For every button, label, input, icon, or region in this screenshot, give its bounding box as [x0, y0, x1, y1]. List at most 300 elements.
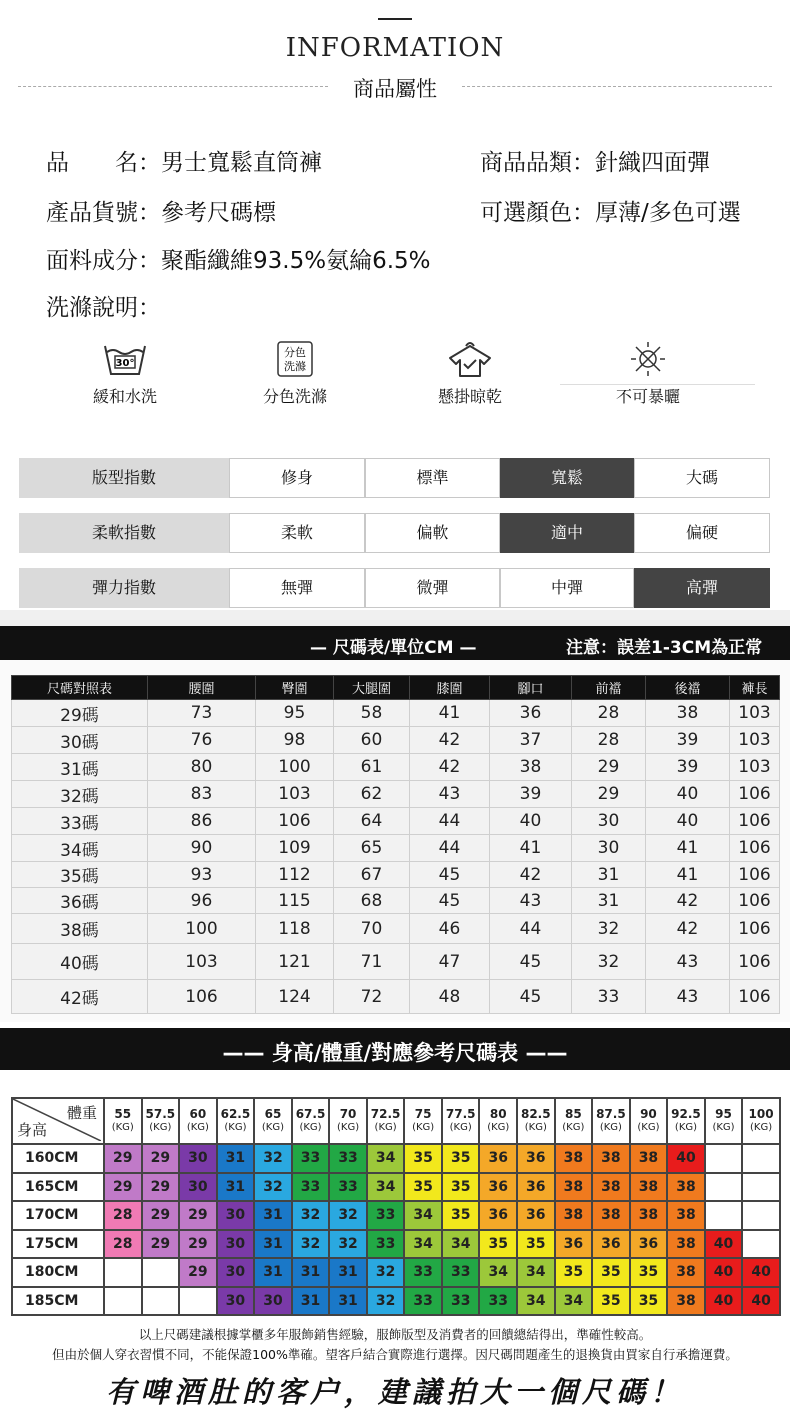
- size-value-cell: 106: [730, 914, 780, 944]
- size-value-cell: 106: [730, 835, 780, 862]
- weight-header-cell: [517, 1098, 555, 1144]
- ref-size-cell: 28: [104, 1201, 142, 1230]
- weight-header-cell: [254, 1098, 292, 1144]
- size-label-cell: 40碼: [12, 944, 148, 980]
- stretch-option-medium: 中彈: [500, 568, 634, 608]
- ref-size-cell: 38: [555, 1173, 593, 1202]
- ref-size-cell: 34: [367, 1173, 405, 1202]
- size-col-header: 臀圍: [256, 676, 334, 700]
- size-value-cell: 98: [256, 727, 334, 754]
- size-value-cell: 65: [334, 835, 410, 862]
- weight-unit: (KG): [374, 1122, 397, 1133]
- ref-size-cell: 40: [705, 1258, 743, 1287]
- size-value-cell: 103: [730, 727, 780, 754]
- size-value-cell: 42: [646, 914, 730, 944]
- height-label-cell: 175CM: [12, 1230, 104, 1259]
- size-label-cell: 42碼: [12, 980, 148, 1014]
- weight-unit: (KG): [487, 1122, 510, 1133]
- ref-row: [12, 1144, 780, 1173]
- ref-size-cell: 30: [217, 1258, 255, 1287]
- size-value-cell: 106: [730, 808, 780, 835]
- weight-value: 75: [414, 1107, 432, 1121]
- ref-size-cell: 33: [292, 1173, 330, 1202]
- size-label-cell: 36碼: [12, 888, 148, 914]
- ref-size-cell: 33: [404, 1287, 442, 1316]
- weight-header-cell: [367, 1098, 405, 1144]
- size-value-cell: 43: [646, 980, 730, 1014]
- size-value-cell: 45: [490, 944, 572, 980]
- attr-washing-label: 洗滌說明：: [46, 295, 161, 321]
- ref-size-cell: 38: [555, 1201, 593, 1230]
- size-value-cell: 106: [730, 862, 780, 888]
- info-title: INFORMATION: [285, 33, 505, 63]
- size-value-cell: 32: [572, 914, 646, 944]
- attr-item-no-label: 產品貨號：: [46, 200, 161, 226]
- ref-size-cell: 29: [142, 1144, 180, 1173]
- care-underline: [560, 384, 755, 385]
- softness-option-hard: 偏硬: [634, 513, 770, 553]
- ref-row: [12, 1173, 780, 1202]
- height-label-cell: 165CM: [12, 1173, 104, 1202]
- ref-size-cell: 32: [367, 1258, 405, 1287]
- ref-size-cell: 36: [479, 1201, 517, 1230]
- size-value-cell: 93: [148, 862, 256, 888]
- size-value-cell: 106: [730, 980, 780, 1014]
- ref-size-cell: 29: [142, 1201, 180, 1230]
- ref-size-cell: 28: [104, 1230, 142, 1259]
- ref-size-cell: 30: [179, 1144, 217, 1173]
- size-table-title: — 尺碼表/單位CM —: [310, 638, 477, 658]
- size-value-cell: 61: [334, 754, 410, 781]
- softness-option-soft: 柔軟: [229, 513, 365, 553]
- size-value-cell: 103: [148, 944, 256, 980]
- ref-size-cell: 36: [517, 1144, 555, 1173]
- size-row: [12, 727, 780, 754]
- stretch-option-none: 無彈: [229, 568, 365, 608]
- stretch-option-high: 高彈: [634, 568, 770, 608]
- corner-height-label: 身高: [17, 1121, 48, 1139]
- size-value-cell: 39: [490, 781, 572, 808]
- weight-value: 77.5: [445, 1107, 476, 1121]
- attr-category: [480, 144, 710, 177]
- ref-size-cell: 35: [592, 1287, 630, 1316]
- weight-value: 57.5: [145, 1107, 176, 1121]
- size-row: [12, 914, 780, 944]
- ref-size-cell: 32: [292, 1201, 330, 1230]
- fit-index-label: 版型指數: [19, 458, 229, 498]
- size-table-notice: 注意：誤差1-3CM為正常: [566, 638, 763, 658]
- ref-empty-cell: [104, 1287, 142, 1316]
- ref-empty-cell: [142, 1287, 180, 1316]
- weight-value: 82.5: [520, 1107, 551, 1121]
- size-col-header: 前襠: [572, 676, 646, 700]
- fit-option-slim: 修身: [229, 458, 365, 498]
- size-value-cell: 71: [334, 944, 410, 980]
- size-value-cell: 28: [572, 727, 646, 754]
- size-value-cell: 40: [646, 781, 730, 808]
- ref-size-cell: 33: [329, 1144, 367, 1173]
- size-value-cell: 80: [148, 754, 256, 781]
- size-col-header: 膝圍: [410, 676, 490, 700]
- weight-unit: (KG): [299, 1122, 322, 1133]
- stretch-option-slight: 微彈: [365, 568, 500, 608]
- size-col-header: 大腿圍: [334, 676, 410, 700]
- ref-size-cell: 32: [254, 1144, 292, 1173]
- ref-size-cell: 34: [442, 1230, 480, 1259]
- svg-text:洗滌: 洗滌: [284, 360, 306, 373]
- ref-size-cell: 29: [179, 1230, 217, 1259]
- ref-size-cell: 32: [254, 1173, 292, 1202]
- ref-table-title: —— 身高/體重/對應參考尺碼表 ——: [222, 1041, 568, 1065]
- attr-item-no-value: 參考尺碼標: [161, 200, 276, 226]
- ref-size-cell: 33: [442, 1258, 480, 1287]
- size-label-cell: 31碼: [12, 754, 148, 781]
- size-value-cell: 48: [410, 980, 490, 1014]
- weight-header-cell: [592, 1098, 630, 1144]
- ref-size-cell: 38: [555, 1144, 593, 1173]
- size-label-cell: 34碼: [12, 835, 148, 862]
- weight-unit: (KG): [224, 1122, 247, 1133]
- size-value-cell: 29: [572, 781, 646, 808]
- ref-size-cell: 36: [630, 1230, 668, 1259]
- ref-empty-cell: [742, 1201, 780, 1230]
- size-value-cell: 115: [256, 888, 334, 914]
- svg-text:30°: 30°: [115, 358, 135, 369]
- size-value-cell: 37: [490, 727, 572, 754]
- ref-size-cell: 35: [442, 1201, 480, 1230]
- ref-size-cell: 29: [179, 1201, 217, 1230]
- weight-header-cell: [404, 1098, 442, 1144]
- ref-size-cell: 38: [630, 1201, 668, 1230]
- ref-size-cell: 38: [592, 1144, 630, 1173]
- size-value-cell: 70: [334, 914, 410, 944]
- size-value-cell: 60: [334, 727, 410, 754]
- ref-size-cell: 32: [329, 1201, 367, 1230]
- size-value-cell: 38: [646, 700, 730, 727]
- ref-size-cell: 38: [630, 1173, 668, 1202]
- ref-size-cell: 36: [479, 1173, 517, 1202]
- ref-size-cell: 40: [742, 1287, 780, 1316]
- ref-size-cell: 35: [630, 1287, 668, 1316]
- ref-empty-cell: [142, 1258, 180, 1287]
- size-value-cell: 45: [490, 980, 572, 1014]
- ref-size-cell: 32: [367, 1287, 405, 1316]
- weight-value: 80: [489, 1107, 507, 1121]
- ref-size-cell: 33: [442, 1287, 480, 1316]
- ref-table: [11, 1097, 781, 1316]
- weight-unit: (KG): [524, 1122, 547, 1133]
- ref-size-cell: 36: [517, 1201, 555, 1230]
- weight-header-cell: [555, 1098, 593, 1144]
- ref-size-cell: 36: [555, 1230, 593, 1259]
- ref-size-cell: 33: [292, 1144, 330, 1173]
- size-row: [12, 862, 780, 888]
- weight-header-cell: [479, 1098, 517, 1144]
- size-value-cell: 38: [490, 754, 572, 781]
- size-table-header: [12, 676, 780, 700]
- size-value-cell: 47: [410, 944, 490, 980]
- divider-left: [18, 86, 328, 87]
- weight-header-cell: [217, 1098, 255, 1144]
- size-value-cell: 39: [646, 727, 730, 754]
- ref-size-cell: 30: [217, 1230, 255, 1259]
- ref-size-cell: 38: [667, 1258, 705, 1287]
- size-value-cell: 40: [646, 808, 730, 835]
- weight-header-cell: [179, 1098, 217, 1144]
- size-col-header: 後襠: [646, 676, 730, 700]
- size-value-cell: 95: [256, 700, 334, 727]
- weight-value: 55: [114, 1107, 132, 1121]
- attr-colors: [480, 194, 741, 227]
- size-value-cell: 46: [410, 914, 490, 944]
- attr-category-label: 商品品類：: [480, 150, 595, 176]
- softness-index-label: 柔軟指數: [19, 513, 229, 553]
- ref-size-cell: 31: [292, 1287, 330, 1316]
- ref-size-cell: 34: [555, 1287, 593, 1316]
- size-label-cell: 30碼: [12, 727, 148, 754]
- size-value-cell: 103: [730, 700, 780, 727]
- size-value-cell: 29: [572, 754, 646, 781]
- size-row: [12, 781, 780, 808]
- attr-category-value: 針織四面彈: [595, 150, 710, 176]
- footer-note-2: 但由於個人穿衣習慣不同，不能保證100%準確。望客戶結合實際進行選擇。因尺碼問題產生的退換貨由買家自行承擔運費。: [52, 1347, 738, 1362]
- weight-value: 62.5: [220, 1107, 251, 1121]
- ref-size-cell: 40: [667, 1144, 705, 1173]
- size-value-cell: 106: [256, 808, 334, 835]
- size-value-cell: 106: [730, 888, 780, 914]
- weight-header-cell: [742, 1098, 780, 1144]
- size-col-header: 尺碼對照表: [12, 676, 148, 700]
- ref-row: [12, 1287, 780, 1316]
- ref-size-cell: 35: [404, 1144, 442, 1173]
- size-value-cell: 42: [410, 754, 490, 781]
- weight-unit: (KG): [562, 1122, 585, 1133]
- weight-value: 87.5: [596, 1107, 626, 1121]
- weight-unit: (KG): [412, 1122, 435, 1133]
- section-subtitle: 商品屬性: [353, 77, 437, 101]
- size-value-cell: 31: [572, 862, 646, 888]
- size-value-cell: 64: [334, 808, 410, 835]
- size-value-cell: 124: [256, 980, 334, 1014]
- size-value-cell: 121: [256, 944, 334, 980]
- ref-size-cell: 38: [630, 1144, 668, 1173]
- weight-header-cell: [630, 1098, 668, 1144]
- care-separate-text: 分色洗滌: [262, 387, 327, 406]
- height-label-cell: 160CM: [12, 1144, 104, 1173]
- ref-empty-cell: [705, 1144, 743, 1173]
- size-col-header: 褲長: [730, 676, 780, 700]
- size-label-cell: 29碼: [12, 700, 148, 727]
- size-value-cell: 76: [148, 727, 256, 754]
- stretch-index-label: 彈力指數: [19, 568, 229, 608]
- weight-value: 95: [715, 1107, 732, 1121]
- size-value-cell: 58: [334, 700, 410, 727]
- size-value-cell: 44: [410, 808, 490, 835]
- ref-size-cell: 35: [630, 1258, 668, 1287]
- ref-size-cell: 29: [104, 1144, 142, 1173]
- top-rule: [378, 18, 412, 20]
- weight-header-cell: [104, 1098, 142, 1144]
- care-wash: [70, 340, 180, 407]
- ref-size-cell: 31: [217, 1144, 255, 1173]
- size-value-cell: 28: [572, 700, 646, 727]
- size-value-cell: 100: [148, 914, 256, 944]
- weight-header-cell: [142, 1098, 180, 1144]
- size-col-header: 腳口: [490, 676, 572, 700]
- ref-table-bar: [0, 1028, 790, 1070]
- size-value-cell: 41: [490, 835, 572, 862]
- ref-size-cell: 31: [292, 1258, 330, 1287]
- weight-header-cell: [329, 1098, 367, 1144]
- size-value-cell: 103: [730, 754, 780, 781]
- ref-size-cell: 29: [142, 1173, 180, 1202]
- size-value-cell: 45: [410, 862, 490, 888]
- ref-empty-cell: [179, 1287, 217, 1316]
- height-label-cell: 180CM: [12, 1258, 104, 1287]
- weight-header-cell: [442, 1098, 480, 1144]
- size-value-cell: 43: [410, 781, 490, 808]
- svg-text:分色: 分色: [284, 346, 306, 359]
- ref-row: [12, 1258, 780, 1287]
- size-value-cell: 33: [572, 980, 646, 1014]
- fit-option-standard: 標準: [365, 458, 500, 498]
- ref-table-body: [12, 1098, 780, 1315]
- ref-size-cell: 38: [592, 1173, 630, 1202]
- size-row: [12, 944, 780, 980]
- size-value-cell: 42: [490, 862, 572, 888]
- ref-empty-cell: [742, 1230, 780, 1259]
- ref-size-cell: 34: [404, 1201, 442, 1230]
- size-value-cell: 68: [334, 888, 410, 914]
- height-label-cell: 185CM: [12, 1287, 104, 1316]
- ref-size-cell: 30: [179, 1173, 217, 1202]
- ref-size-cell: 31: [217, 1173, 255, 1202]
- size-value-cell: 67: [334, 862, 410, 888]
- size-value-cell: 42: [410, 727, 490, 754]
- ref-header-row: [12, 1098, 780, 1144]
- size-row: [12, 754, 780, 781]
- ref-size-cell: 34: [367, 1144, 405, 1173]
- size-value-cell: 83: [148, 781, 256, 808]
- care-hang-text: 懸掛晾乾: [437, 387, 502, 406]
- hang-dry-icon: [446, 340, 494, 378]
- ref-size-cell: 40: [705, 1287, 743, 1316]
- ref-size-cell: 29: [104, 1173, 142, 1202]
- wash-30-icon: [101, 340, 149, 378]
- weight-unit: (KG): [149, 1122, 172, 1133]
- weight-value: 85: [564, 1107, 582, 1121]
- ref-size-cell: 33: [479, 1287, 517, 1316]
- size-row: [12, 835, 780, 862]
- ref-size-cell: 30: [254, 1287, 292, 1316]
- size-table: [11, 675, 780, 1014]
- size-col-header: 腰圍: [148, 676, 256, 700]
- size-value-cell: 39: [646, 754, 730, 781]
- fit-option-plus: 大碼: [634, 458, 770, 498]
- ref-size-cell: 40: [742, 1258, 780, 1287]
- size-label-cell: 32碼: [12, 781, 148, 808]
- weight-value: 65: [264, 1107, 282, 1121]
- ref-empty-cell: [705, 1173, 743, 1202]
- size-value-cell: 106: [730, 944, 780, 980]
- ref-size-cell: 33: [367, 1230, 405, 1259]
- size-row: [12, 808, 780, 835]
- attr-colors-label: 可選顏色：: [480, 200, 595, 226]
- weight-header-cell: [292, 1098, 330, 1144]
- ref-empty-cell: [705, 1201, 743, 1230]
- ref-size-cell: 30: [217, 1287, 255, 1316]
- ref-size-cell: 38: [667, 1201, 705, 1230]
- section-gap: [0, 610, 790, 626]
- fit-option-loose: 寬鬆: [500, 458, 634, 498]
- weight-unit: (KG): [111, 1122, 134, 1133]
- weight-unit: (KG): [449, 1122, 472, 1133]
- ref-size-cell: 32: [329, 1230, 367, 1259]
- size-value-cell: 41: [646, 862, 730, 888]
- ref-size-cell: 31: [254, 1230, 292, 1259]
- weight-value: 72.5: [370, 1107, 401, 1121]
- ref-size-cell: 36: [592, 1230, 630, 1259]
- softness-option-softish: 偏軟: [365, 513, 500, 553]
- corner-weight-label: 體重: [66, 1104, 97, 1122]
- ref-size-cell: 34: [517, 1258, 555, 1287]
- attr-item-no: [46, 194, 276, 227]
- ref-row: [12, 1230, 780, 1259]
- height-label-cell: 170CM: [12, 1201, 104, 1230]
- ref-size-cell: 36: [517, 1173, 555, 1202]
- ref-row: [12, 1201, 780, 1230]
- ref-size-cell: 35: [479, 1230, 517, 1259]
- size-value-cell: 43: [490, 888, 572, 914]
- size-value-cell: 45: [410, 888, 490, 914]
- size-value-cell: 30: [572, 808, 646, 835]
- size-value-cell: 118: [256, 914, 334, 944]
- ref-size-cell: 31: [254, 1201, 292, 1230]
- size-row: [12, 980, 780, 1014]
- weight-unit: (KG): [186, 1122, 209, 1133]
- weight-value: 67.5: [295, 1107, 326, 1121]
- weight-value: 100: [748, 1107, 774, 1121]
- attr-fabric-label: 面料成分：: [46, 248, 161, 274]
- attr-colors-value: 厚薄/多色可選: [595, 200, 741, 226]
- size-value-cell: 43: [646, 944, 730, 980]
- weight-unit: (KG): [637, 1122, 660, 1133]
- size-value-cell: 96: [148, 888, 256, 914]
- ref-size-cell: 36: [479, 1144, 517, 1173]
- no-sun-icon: [626, 340, 670, 378]
- care-nosun-text: 不可暴曬: [615, 387, 680, 406]
- weight-unit: (KG): [261, 1122, 285, 1133]
- care-nosun: [593, 340, 703, 407]
- ref-size-cell: 34: [404, 1230, 442, 1259]
- size-value-cell: 41: [646, 835, 730, 862]
- size-value-cell: 31: [572, 888, 646, 914]
- footer-note-1: 以上尺碼建議根據掌櫃多年服飾銷售經驗，服飾版型及消費者的回饋總結得出，準確性較高。: [138, 1327, 652, 1342]
- footer-slogan: 有啤酒肚的客户，建議拍大一個尺碼！: [105, 1375, 684, 1409]
- ref-size-cell: 33: [367, 1201, 405, 1230]
- ref-size-cell: 31: [329, 1287, 367, 1316]
- weight-header-cell: [667, 1098, 705, 1144]
- ref-size-cell: 29: [179, 1258, 217, 1287]
- separate-wash-icon: [275, 340, 315, 378]
- size-value-cell: 106: [730, 781, 780, 808]
- ref-size-cell: 33: [329, 1173, 367, 1202]
- size-row: [12, 888, 780, 914]
- ref-empty-cell: [742, 1173, 780, 1202]
- ref-corner-cell: [12, 1098, 104, 1144]
- attr-name-value: 男士寬鬆直筒褲: [161, 150, 322, 176]
- size-value-cell: 41: [410, 700, 490, 727]
